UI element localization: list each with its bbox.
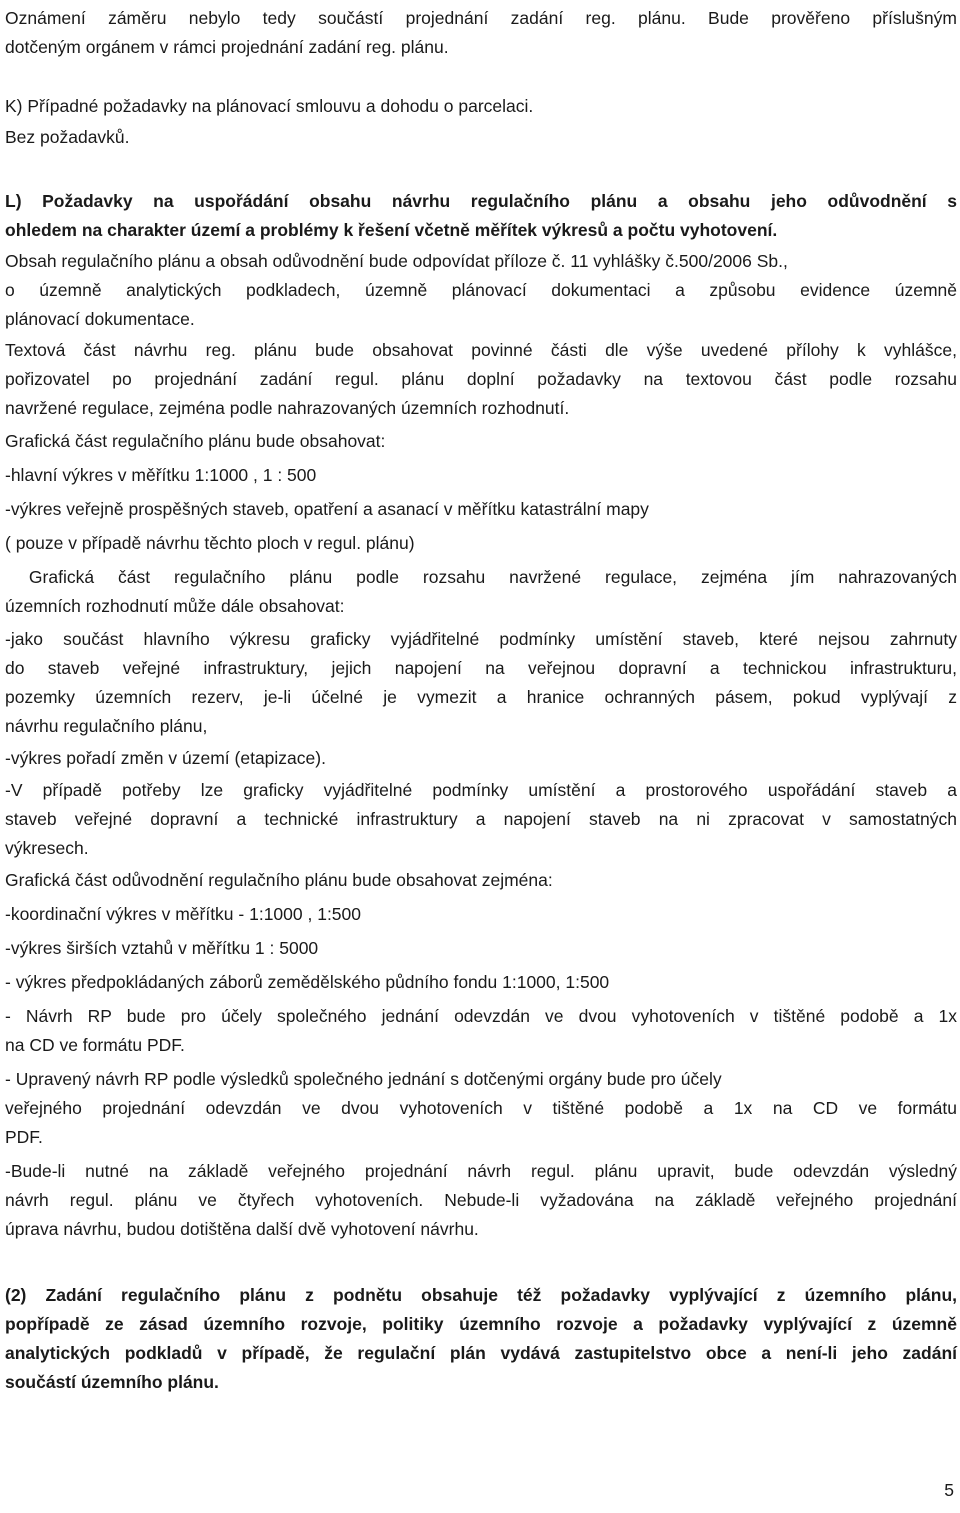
line: -V případě potřeby lze graficky vyjádřitelné podmínky umístění a prostorového uspořádání staveb a [5,780,957,800]
line: - Návrh RP bude pro účely společného jednání odevzdán ve dvou vyhotoveních v tištěné podobě a 1x [5,1006,957,1026]
line: ohledem na charakter území a problémy k řešení včetně měřítek výkresů a počtu vyhotovení. [5,220,778,240]
line: K) Případné požadavky na plánovací smlouvu a dohodu o parcelaci. [5,96,534,116]
paragraph-poradi-zmen [5,744,957,773]
line: výkresech. [5,838,89,858]
line: navržené regulace, zejména podle nahrazovaných územních rozhodnutí. [5,398,570,418]
line: - Upravený návrh RP podle výsledků společného jednání s dotčenými orgány bude pro účely [5,1069,722,1089]
line: analytických podkladů v případě, že regulační plán vydává zastupitelstvo obce a není-li jeho zadání [5,1343,957,1363]
line: návrh regul. plánu ve čtyřech vyhotoveních. Nebude-li vyžadována na základě veřejného projednání [5,1190,957,1210]
paragraph-navrh-rp [5,1002,957,1060]
line: popřípadě ze zásad územního rozvoje, politiky územního rozvoje a požadavky vyplývající z územně [5,1314,957,1334]
line: návrhu regulačního plánu, [5,716,208,736]
line: Grafická část regulačního plánu bude obsahovat: [5,431,386,451]
paragraph-bude-li [5,1157,957,1244]
paragraph-zaboru [5,968,957,997]
line: -výkres veřejně prospěšných staveb, opatření a asanací v měřítku katastrální mapy [5,499,649,519]
heading-l [5,187,957,245]
paragraph-graficka [5,427,957,456]
paragraph-obsah [5,247,957,334]
paragraph-graficka-2 [5,563,957,621]
line: -koordinační výkres v měřítku - 1:1000 , 1:500 [5,904,361,924]
paragraph-v-pripade-potreby [5,776,957,863]
line: -hlavní výkres v měřítku 1:1000 , 1 : 500 [5,465,317,485]
line: pořizovatel po projednání zadání regul. plánu doplní požadavky na textovou část podle rozsahu [5,369,957,389]
line: územních rozhodnutí může dále obsahovat: [5,596,345,616]
page-number: 5 [944,1480,954,1500]
line: - výkres předpokládaných záborů zemědělského půdního fondu 1:1000, 1:500 [5,972,610,992]
paragraph-pouze [5,529,957,558]
line: -Bude-li nutné na základě veřejného projednání návrh regul. plánu upravit, bude odevzdán výsledný [5,1161,957,1181]
line: Bez požadavků. [5,127,130,147]
line: úprava návrhu, budou dotištěna další dvě vyhotovení návrhu. [5,1219,479,1239]
paragraph-hlavni-vykres [5,461,957,490]
line: Obsah regulačního plánu a obsah odůvodnění bude odpovídat příloze č. 11 vyhlášky č.500/2006 Sb., [5,251,788,271]
line: -jako součást hlavního výkresu graficky vyjádřitelné podmínky umístění staveb, které nejsou zahrnuty [5,629,957,649]
line: ( pouze v případě návrhu těchto ploch v regul. plánu) [5,533,415,553]
line: na CD ve formátu PDF. [5,1035,185,1055]
document-page [5,0,957,1397]
line: L) Požadavky na uspořádání obsahu návrhu regulačního plánu a obsahu jeho odůvodnění s [5,191,957,211]
line: Grafická část regulačního plánu podle rozsahu navržené regulace, zejména jím nahrazovaných [5,567,957,587]
line: (2) Zadání regulačního plánu z podnětu obsahuje též požadavky vyplývající z územního plánu, [5,1285,957,1305]
paragraph-koordinacni-vykres [5,900,957,929]
paragraph-k-text [5,123,957,152]
line: -výkres širších vztahů v měřítku 1 : 5000 [5,938,319,958]
paragraph-graficka-oduvodneni [5,866,957,895]
paragraph-verejne-prospesne [5,495,957,524]
line: veřejného projednání odevzdán ve dvou vyhotoveních v tištěné podobě a 1x na CD ve formátu [5,1098,957,1118]
paragraph-intro [5,4,957,62]
line: do staveb veřejné infrastruktury, jejich napojení na veřejnou dopravní a technickou infrastrukturu, [5,658,957,678]
paragraph-textova [5,336,957,423]
line: pozemky územních rezerv, je-li účelné je vymezit a hranice ochranných pásem, pokud vyplývají z [5,687,957,707]
line: -výkres pořadí změn v území (etapizace). [5,748,326,768]
paragraph-sirsich-vztahu [5,934,957,963]
paragraph-zadani-z-podnetu [5,1281,957,1397]
line: Oznámení záměru nebylo tedy součástí projednání zadání reg. plánu. Bude prověřeno příslušným [5,8,957,28]
line: Textová část návrhu reg. plánu bude obsahovat povinné části dle výše uvedené přílohy k vyhlášce, [5,340,957,360]
line: součástí územního plánu. [5,1372,219,1392]
line: dotčeným orgánem v rámci projednání zadání reg. plánu. [5,37,449,57]
heading-k [5,92,957,121]
line: plánovací dokumentace. [5,309,195,329]
line: Grafická část odůvodnění regulačního plánu bude obsahovat zejména: [5,870,553,890]
line: o územně analytických podkladech, územně plánovací dokumentaci a způsobu evidence územně [5,280,957,300]
paragraph-upraveny-navrh [5,1065,957,1152]
line: staveb veřejné dopravní a technické infrastruktury a napojení staveb na ni zpracovat v samostatných [5,809,957,829]
paragraph-jako-soucast [5,625,957,741]
line: PDF. [5,1127,43,1147]
